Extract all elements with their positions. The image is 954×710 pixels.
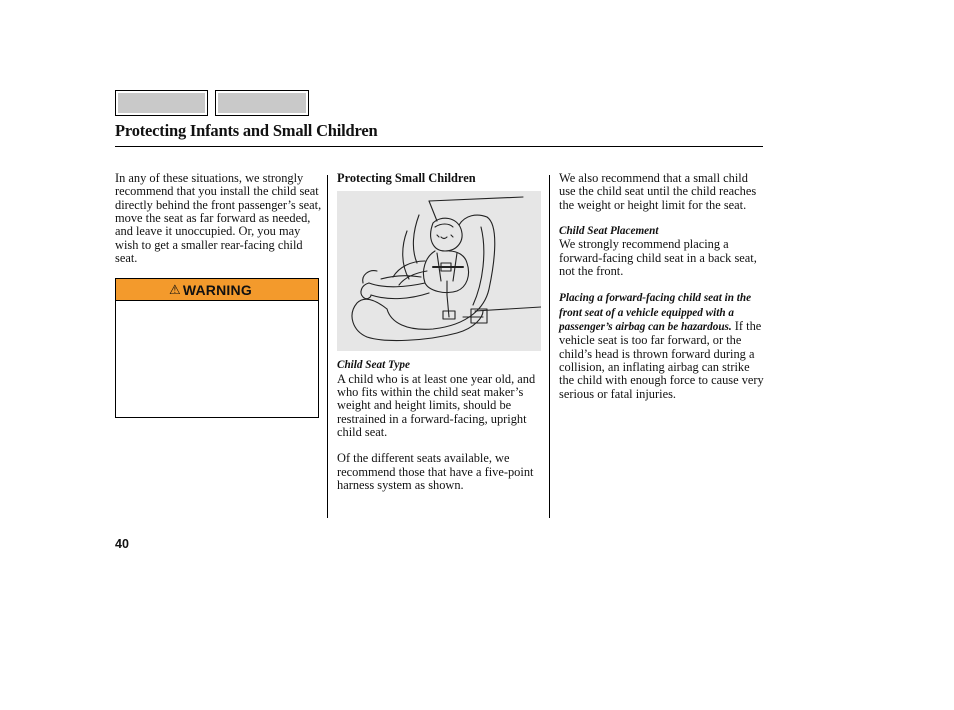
airbag-hazard-paragraph — [559, 291, 767, 401]
column-2 — [337, 172, 537, 492]
airbag-hazard-lead: Placing a forward-facing child seat in the front seat of a vehicle equipped with a passenger’s airbag can be hazardous. — [559, 292, 752, 334]
title-rule — [115, 146, 763, 147]
page-number: 40 — [115, 537, 129, 551]
section-heading: Protecting Small Children — [337, 171, 476, 185]
column-divider-2 — [549, 175, 550, 518]
child-seat-illustration — [337, 191, 541, 351]
child-in-seat-drawing — [337, 191, 541, 351]
child-seat-type-heading: Child Seat Type — [337, 359, 410, 372]
child-seat-placement-heading: Child Seat Placement — [559, 225, 659, 238]
column-1 — [115, 172, 325, 265]
warning-label: WARNING — [182, 281, 252, 298]
five-point-harness-paragraph: Of the different seats available, we recommend those that have a five-point harness system as shown. — [337, 451, 534, 493]
warning-bar — [116, 279, 318, 301]
airbag-hazard-body: If the vehicle seat is too far forward, or the child’s head is thrown forward during a collision, an inflating airbag can strike the child with enough force to cause very serious or fatal injuries. — [559, 319, 764, 401]
intro-paragraph: In any of these situations, we strongly recommend that you install the child seat directly behind the front passenger’s seat, move the seat as far forward as needed, and leave it unoccupied. Or, you may wish to get a smaller rear-facing child seat. — [115, 171, 322, 266]
nav-tab-1[interactable] — [115, 90, 208, 116]
page-title: Protecting Infants and Small Children — [115, 121, 378, 140]
column-divider-1 — [327, 175, 328, 518]
warning-box — [115, 278, 319, 418]
warning-triangle-icon: ⚠ — [169, 281, 181, 297]
placement-paragraph: We strongly recommend placing a forward-facing child seat in a back seat, not the front. — [559, 237, 757, 279]
nav-tab-2[interactable] — [215, 90, 309, 116]
weight-limit-paragraph: We also recommend that a small child use the child seat until the child reaches the weight or height limit for the seat. — [559, 171, 757, 212]
child-seat-type-paragraph: A child who is at least one year old, and who fits within the child seat maker’s weight and height limits, should be restrained in a forward-facing, upright child seat. — [337, 371, 536, 440]
column-3 — [559, 172, 767, 401]
